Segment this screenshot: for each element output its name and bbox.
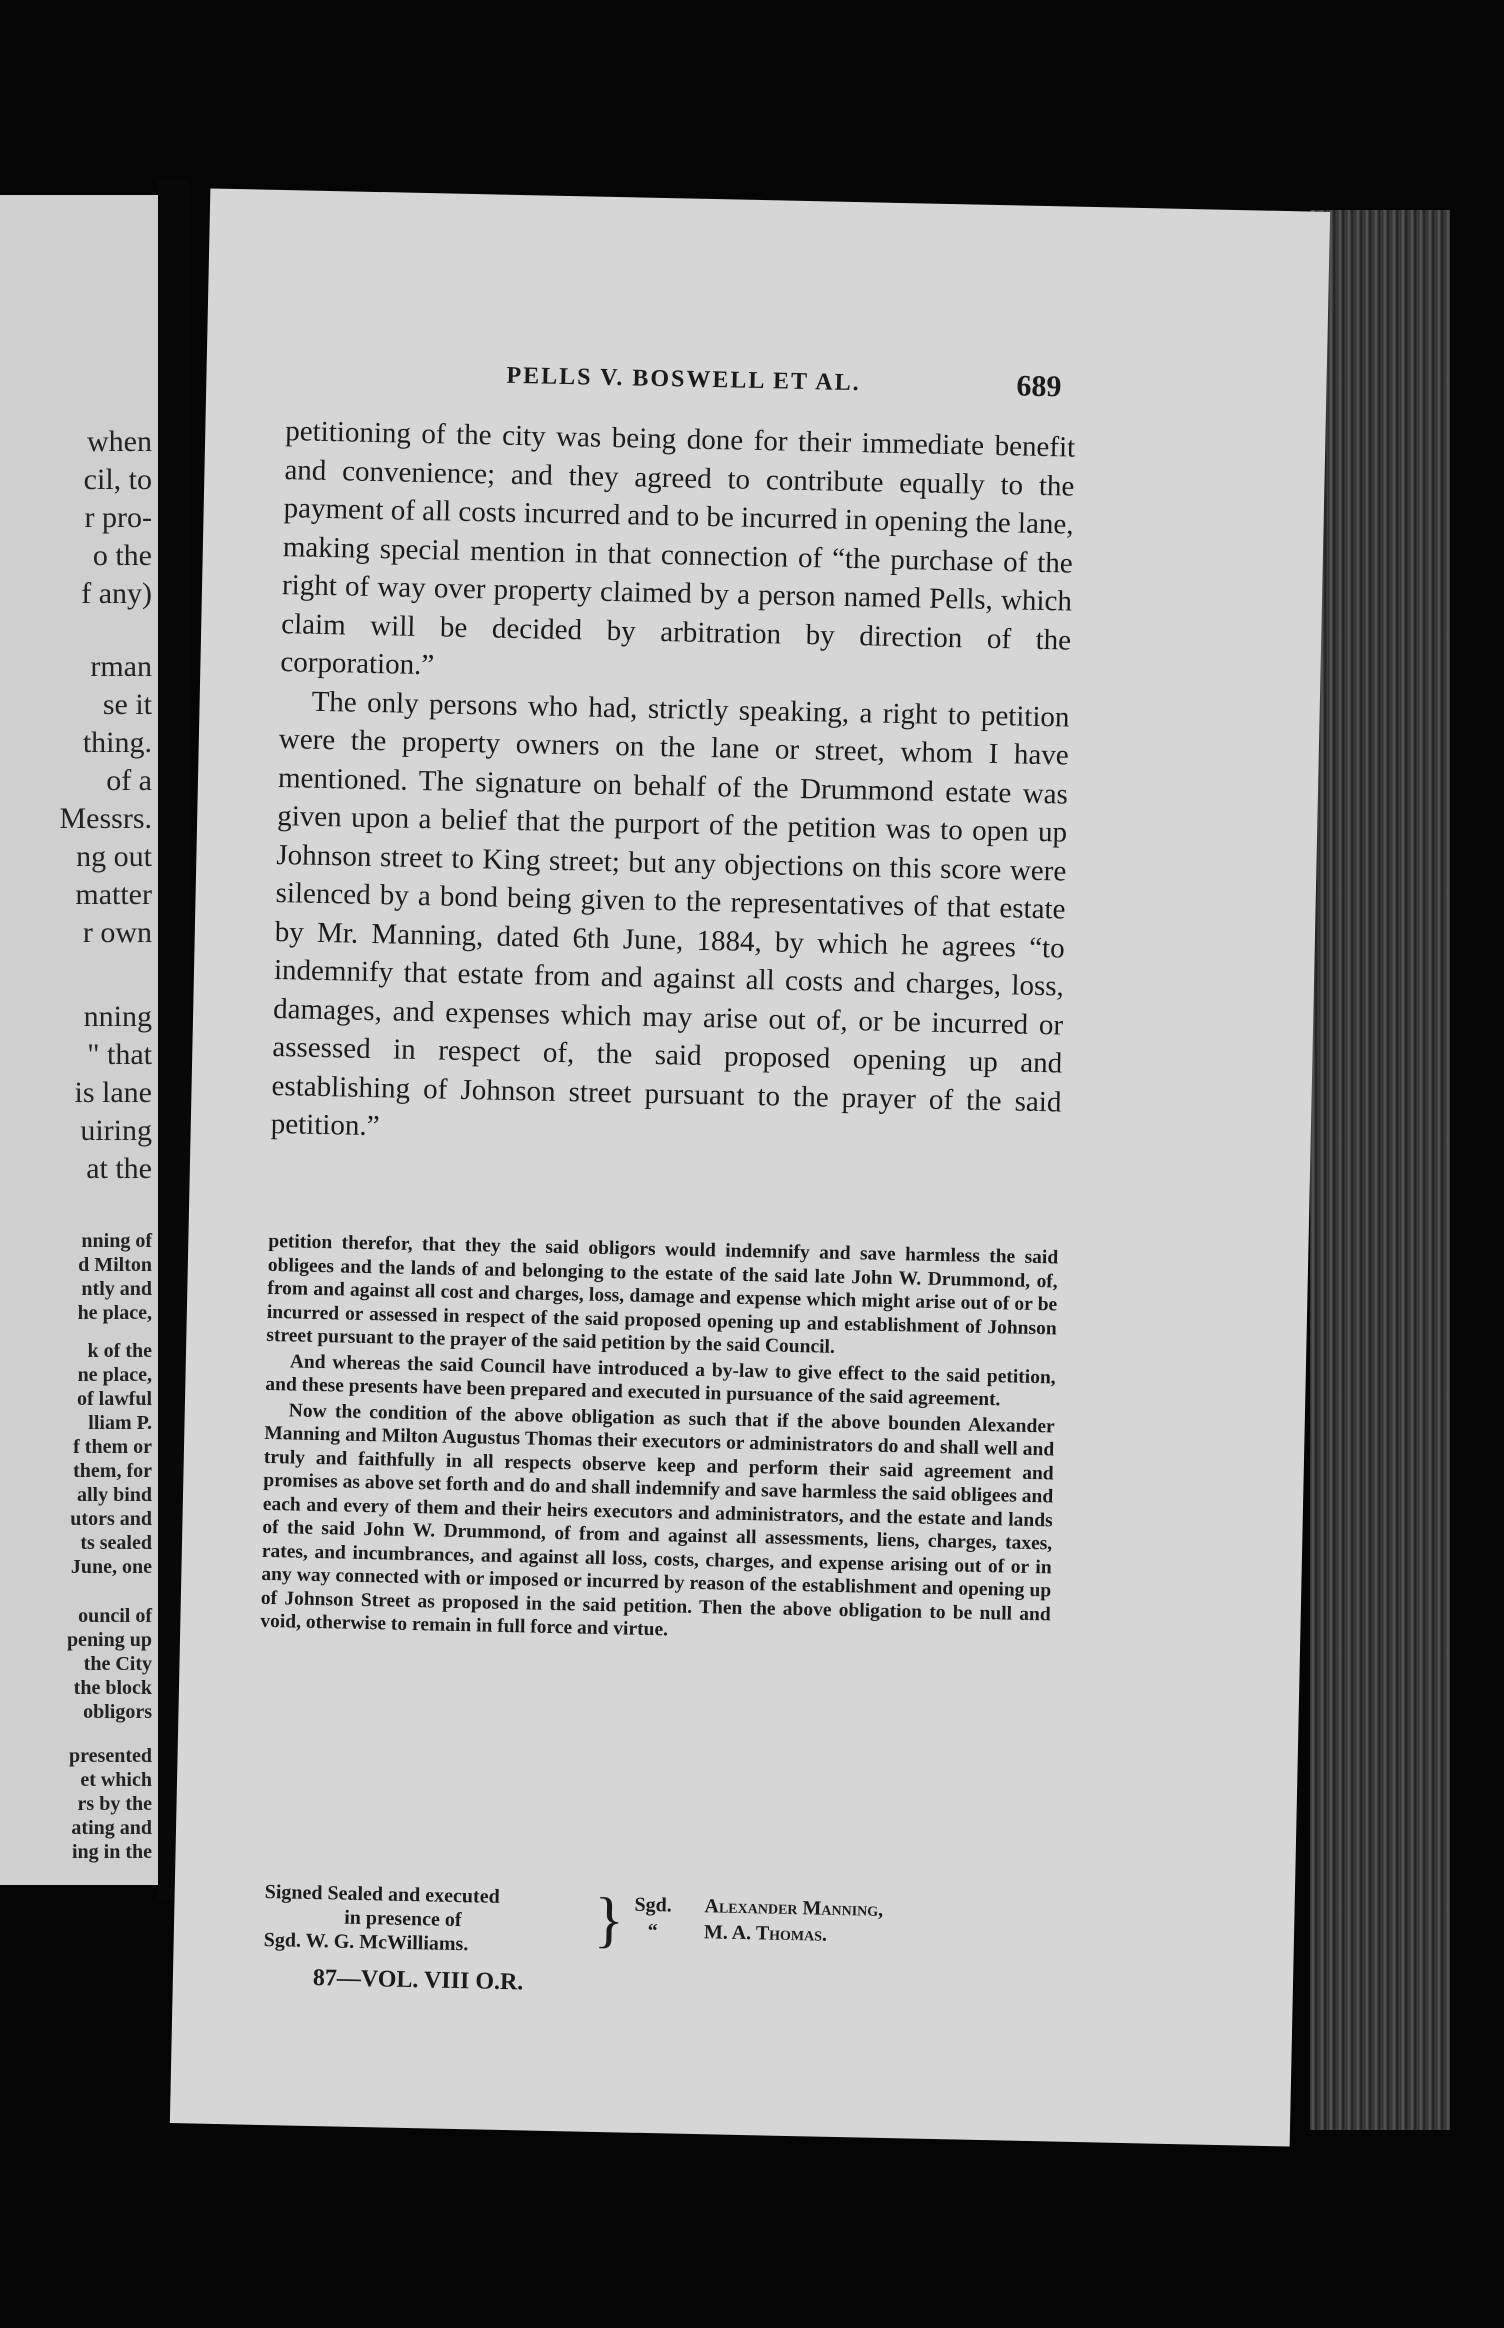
signatory-names bbox=[704, 1893, 884, 1949]
body-text bbox=[270, 412, 1075, 1160]
left-page-note-line: ouncil of bbox=[78, 1605, 152, 1627]
left-page-note-line: them, for bbox=[73, 1460, 152, 1482]
left-page-note-line: rs by the bbox=[77, 1793, 152, 1815]
signed-mark: Sgd. bbox=[634, 1893, 673, 1917]
signature-block bbox=[252, 1880, 1044, 2017]
left-page-line: when bbox=[87, 425, 152, 458]
left-page-line: Messrs. bbox=[59, 802, 152, 835]
quoted-bond-text bbox=[260, 1230, 1058, 1652]
running-head: PELLS V. BOSWELL ET AL. bbox=[506, 362, 861, 397]
left-page-note-line: the block bbox=[73, 1677, 152, 1699]
left-page-note-line: June, one bbox=[70, 1556, 152, 1578]
body-paragraph: petitioning of the city was being done for their immediate benefit and convenience; and they agreed to contribute equally to the payment of all costs incurred and to be incurred in opening the lane, making special mention in that connection of “the purchase of the right of way over property claimed by a person named Pells, which claim will be decided by arbitration by direction of the corporation.” bbox=[280, 415, 1076, 682]
signatory-name: M. A. Thomas. bbox=[703, 1921, 828, 1946]
left-page-line: thing. bbox=[82, 726, 152, 759]
left-page-note-line: ating and bbox=[71, 1817, 152, 1839]
left-page-line: " that bbox=[87, 1038, 152, 1071]
right-page bbox=[170, 188, 1330, 2146]
quote-paragraph: Now the condition of the above obligation as such that if the above bounden Alexander Manning and Milton Augustus Thomas their executors or administrators do and shall well and truly and faithfully in all respects observe keep and perform their said agreement and promises as above set forth and do and shall indemnify and save harmless the said obligees and each and every of them and their heirs executors and administrators, and the estate and lands of the said John W. Drummond, of from and against all assessments, liens, charges, taxes, rates, and incumbrances, and against all loss, costs, charges, and expense arising out of or in any way connected with or imposed or incurred by reason of the establishment and opening up of Johnson Street as proposed in the said petition. Then the above obligation to be null and void, otherwise to remain in full force and virtue. bbox=[260, 1399, 1055, 1641]
left-page-note-line: ntly and bbox=[81, 1278, 152, 1300]
left-page-line: f any) bbox=[81, 577, 152, 610]
left-page-line: of a bbox=[106, 764, 152, 797]
left-page-line: matter bbox=[75, 878, 152, 911]
left-page-note-line: of lawful bbox=[77, 1388, 152, 1410]
left-page-line: uiring bbox=[80, 1114, 152, 1147]
left-page-line: ng out bbox=[76, 840, 152, 873]
left-page-note-line: presented bbox=[69, 1745, 152, 1767]
left-page-line: rman bbox=[90, 650, 152, 683]
left-page-note-line: pening up bbox=[66, 1629, 152, 1651]
left-page-note-line: he place, bbox=[77, 1302, 152, 1324]
signed-mark: “ bbox=[647, 1920, 658, 1943]
left-page-note-line: f them or bbox=[73, 1436, 152, 1458]
left-page-note-line: ts sealed bbox=[80, 1532, 152, 1554]
witness-line: in presence of bbox=[343, 1906, 462, 1932]
quote-paragraph: And whereas the said Council have introduced a by-law to give effect to the said petition, and these presents have been prepared and executed in pursuance of the said agreement. bbox=[265, 1350, 1056, 1411]
witness-block bbox=[263, 1880, 499, 1957]
left-page-line: r pro- bbox=[84, 501, 152, 534]
quote-paragraph: petition therefor, that they the said obligors would indemnify and save harmless the said obligees and the lands of and belonging to the estate of the said late John W. Drummond, of, from and against all cost and charges, loss, damage and expense which might arise out of or be incurred or assessed in respect of the said proposed opening up and establishment of Johnson street pursuant to the prayer of the said petition by the said Council. bbox=[266, 1230, 1059, 1358]
left-page-note-line: nning of bbox=[81, 1230, 152, 1252]
signed-marks bbox=[634, 1892, 672, 1945]
left-page-line: at the bbox=[86, 1152, 152, 1185]
signature-mark: 87—VOL. VIII O.R. bbox=[312, 1965, 524, 1996]
left-page-line: cil, to bbox=[83, 463, 152, 496]
left-page-note-line: obligors bbox=[83, 1701, 152, 1723]
signatory-name: Alexander Manning, bbox=[704, 1895, 884, 1921]
page-edges bbox=[1310, 210, 1450, 2130]
left-page-note-line: k of the bbox=[87, 1340, 152, 1362]
left-page-note-line: utors and bbox=[70, 1508, 152, 1530]
left-page-note-line: ally bind bbox=[76, 1484, 152, 1506]
witness-line: Sgd. W. G. McWilliams. bbox=[263, 1928, 469, 1956]
left-page-line: se it bbox=[102, 688, 152, 721]
body-paragraph: The only persons who had, strictly speaking, a right to petition were the property owners on the lane or street, whom I have mentioned. The signature on behalf of the Drummond estate was given upon a belief that the purport of the petition was to open up Johnson street to King street; but any objections on this score were silenced by a bond being given to the representatives of that estate by Mr. Manning, dated 6th June, 1884, by which he agrees “to indemnify that estate from and against all costs and charges, loss, damages, and expenses which may arise out of, or be incurred or assessed in respect of, the said proposed opening up and establishing of Johnson street pursuant to the prayer of the said petition.” bbox=[270, 685, 1070, 1143]
brace-glyph: } bbox=[593, 1885, 625, 1955]
left-page-line: o the bbox=[92, 539, 152, 572]
left-page-note-line: ne place, bbox=[77, 1364, 152, 1386]
left-page-line: nning bbox=[83, 1000, 152, 1033]
witness-line: Signed Sealed and executed bbox=[264, 1880, 500, 1908]
left-page-note-line: the City bbox=[83, 1653, 152, 1675]
left-page-line: is lane bbox=[74, 1076, 152, 1109]
left-page-note-line: ing in the bbox=[71, 1841, 152, 1863]
left-page-line: r own bbox=[82, 916, 152, 949]
left-page-note-line: lliam P. bbox=[88, 1412, 152, 1434]
left-page-note-line: d Milton bbox=[78, 1254, 152, 1276]
left-page-fragment bbox=[0, 195, 158, 1885]
left-page-note-line: et which bbox=[80, 1769, 152, 1791]
page-number: 689 bbox=[1016, 369, 1062, 404]
page-header bbox=[206, 356, 1327, 419]
